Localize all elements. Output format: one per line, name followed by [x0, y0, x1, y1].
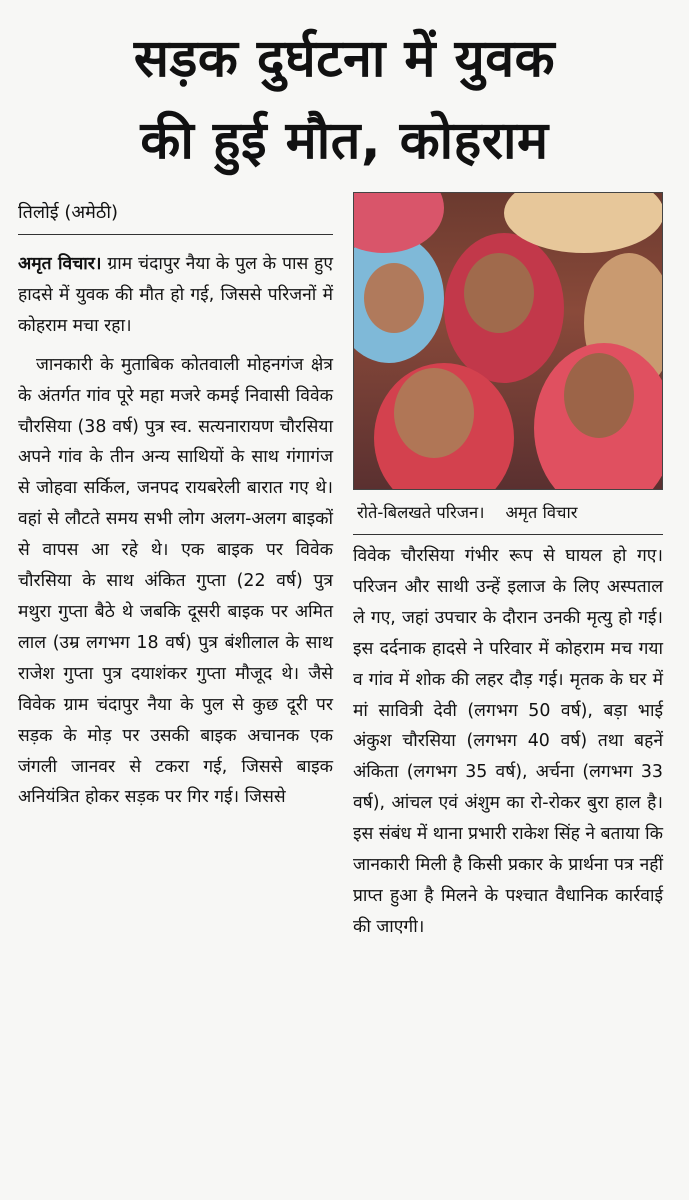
headline [0, 18, 689, 182]
article-body-right [353, 541, 663, 943]
paragraph-2: जानकारी के मुताबिक कोतवाली मोहनगंज क्षेत्र के अंतर्गत गांव पूरे महा मजरे कमई निवासी विवेक चौरसिया (38 वर्ष) पुत्र स्व. सत्यनारायण चौरसिया अपने गांव के तीन अन्य साथियों के साथ गंगागंज से जोहवा सर्किल, जनपद रायबरेली बारात गए थे। वहां से लौटते समय सभी लोग अलग-अलग बाइकों से वापस आ रहे थे। एक बाइक पर विवेक चौरसिया के साथ अंकित गुप्ता (22 वर्ष) पुत्र मथुरा गुप्ता बैठे थे जबकि दूसरी बाइक पर अमित लाल (उम्र लगभग 18 वर्ष) पुत्र बंशीलाल के साथ राजेश गुप्ता पुत्र दयाशंकर गुप्ता मौजूद थे। जैसे विवेक ग्राम चंदापुर नैया के पुल से कुछ दूरी पर सड़क के मोड़ पर उसकी बाइक अचानक एक जंगली जानवर से टकरा गई, जिससे बाइक अनियंत्रित होकर सड़क पर गिर गई। जिससे [18, 354, 333, 808]
caption-credit: अमृत विचार [505, 503, 578, 522]
photo-face-4 [394, 368, 474, 458]
photo-face-2 [464, 253, 534, 333]
news-photo [353, 192, 663, 490]
paragraph-1 [18, 249, 333, 342]
left-column [18, 196, 333, 813]
byline: अमृत विचार। [18, 254, 102, 274]
dateline: तिलोई (अमेठी) [18, 196, 333, 235]
right-column [353, 192, 663, 943]
photo-face-5 [564, 353, 634, 438]
caption-text: रोते-बिलखते परिजन। [357, 503, 485, 522]
photo-caption [353, 490, 663, 535]
paragraph-1-text: ग्राम चंदापुर नैया के पुल के पास हुए हादसे में युवक की मौत हो गई, जिससे परिजनों में कोहराम मचा रहा। [18, 254, 334, 336]
photo-figure-6 [353, 192, 444, 253]
photo-face-1 [364, 263, 424, 333]
headline-line-2: की हुई मौत, कोहराम [140, 111, 549, 171]
paragraph-3: विवेक चौरसिया गंभीर रूप से घायल हो गए। परिजन और साथी उन्हें इलाज के लिए अस्पताल ले गए, जहां उपचार के दौरान उनकी मृत्यु हो गई। इस दर्दनाक हादसे ने परिवार में कोहराम मच गया व गांव में शोक की लहर दौड़ गई। मृतक के घर में मां सावित्री देवी (लगभग 50 वर्ष), बड़ा भाई अंकुश चौरसिया (लगभग 40 वर्ष) तथा बहनें अंकिता (लगभग 35 वर्ष), अर्चना (लगभग 33 वर्ष), आंचल एवं अंशुम का रो-रोकर बुरा हाल है। इस संबंध में थाना प्रभारी राकेश सिंह ने बताया कि जानकारी मिली है किसी प्रकार के प्रार्थना पत्र नहीं प्राप्त हुआ है मिलने के पश्चात वैधानिक कार्रवाई की जाएगी। [353, 546, 663, 937]
headline-line-1: सड़क दुर्घटना में युवक [133, 29, 556, 89]
article-body-left [18, 249, 333, 813]
